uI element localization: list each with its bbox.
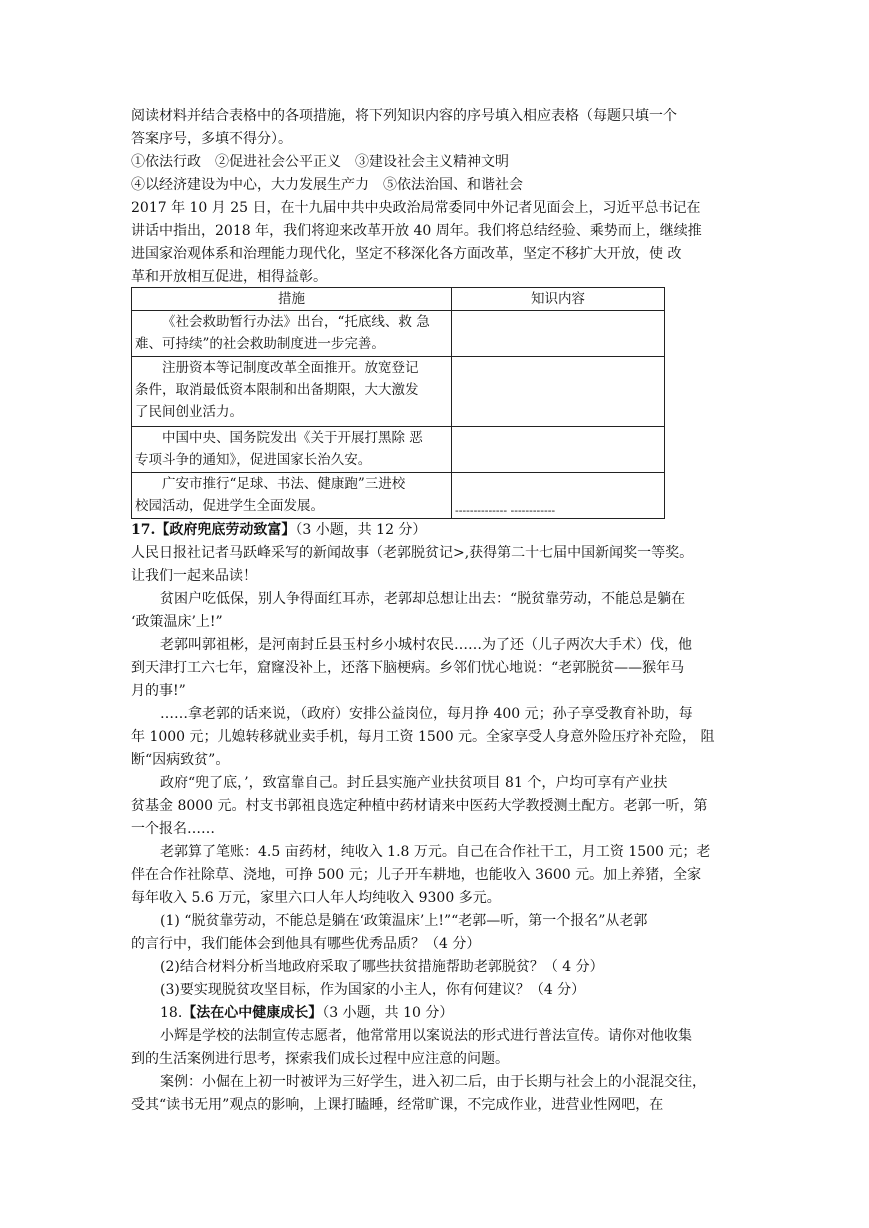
q17-text-line: 贫困户吃低保，别人争得面红耳赤，老郭却总想让出去：“脱贫靠劳动，不能总是躺在 (160, 591, 686, 607)
table-row (132, 357, 665, 426)
measure-cell: 中国中央、国务院发出《关于开展打黑除 恶 专项斗争的通知》，促进国家长治久安。 (132, 426, 452, 472)
q17-text-line: 让我们一起来品读！ (131, 568, 257, 584)
q17-text-line: 断“因病致贫”。 (131, 752, 230, 768)
q17-subquestion-3: (3)要实现脱贫攻坚目标，作为国家的小主人，你有何建议？（4 分） (160, 982, 586, 998)
q17-text-line: 每年收入 5.6 万元，家里六口人年人均纯收入 9300 多元。 (131, 890, 501, 906)
material-line: 讲话中指出，2018 年，我们将迎来改革开放 40 周年。我们将总结经验、乘势而上，继续推 (131, 223, 702, 239)
answer-cell[interactable] (452, 311, 665, 357)
knowledge-options: ④以经济建设为中心，大力发展生产力 ⑤依法治国、和谐社会 (131, 177, 523, 193)
column-header-knowledge: 知识内容 (452, 288, 665, 311)
q17-text-line: 年 1000 元；儿媳转移就业卖手机，每月工资 1500 元。全家享受人身意外险压疗补充险， 阻 (131, 729, 715, 745)
q17-text-line: 老郭算了笔账：4.5 亩药材，纯收入 1.8 万元。自己在合作社干工，月工资 1500 元；老 (160, 844, 711, 860)
table-header-row (132, 288, 665, 311)
material-line: 进国家治观体系和治理能力现代化，坚定不移深化各方面改革，坚定不移扩大开放，使 改 (131, 246, 682, 262)
column-header-measures: 措施 (132, 288, 452, 311)
answer-cell[interactable] (452, 357, 665, 426)
q17-text-line: 一个报名…… (131, 821, 215, 837)
instruction-line: 答案序号，多填不得分）。 (131, 131, 292, 147)
answer-cell[interactable]: -------------- ------------ (452, 472, 665, 518)
q17-text-line: 贫基金 8000 元。村支书郭祖良选定种植中药材请来中医药大学教授测土配方。老郭一听，第 (131, 798, 708, 814)
q17-text-line: 月的事!” (131, 683, 186, 699)
q18-text-line: 小辉是学校的法制宣传志愿者，他常常用以案说法的形式进行普法宣传。请你对他收集 (160, 1028, 692, 1044)
q17-text-line: 政府“兜了底，’，致富靠自己。封丘县实施产业扶贫项目 81 个，户均可享有产业扶 (160, 775, 668, 791)
q17-text-line: ……拿老郭的话来说，（政府）安排公益岗位，每月挣 400 元；孙子享受教育补助，每 (160, 706, 693, 722)
table-row (132, 472, 665, 518)
q17-text-line: 到天津打工六七年，窟窿没补上，还落下脑梗病。乡邻们忧心地说：“老郭脱贫——猴年马 (131, 660, 685, 676)
instruction-line: 阅读材料并结合表格中的各项措施，将下列知识内容的序号填入相应表格（每题只填一个 (131, 108, 677, 124)
q18-text-line: 到的生活案例进行思考，探索我们成长过程中应注意的问题。 (131, 1051, 509, 1067)
q17-subquestion-2: (2)结合材料分析当地政府采取了哪些扶贫措施帮助老郭脱贫？（ 4 分） (160, 959, 604, 975)
question-18-heading: 18.【法在心中健康成长】（3 小题，共 10 分） (160, 1005, 454, 1021)
measure-cell: 注册资本等记制度改革全面推开。放宽登记 条件，取消最低资本限制和出备期限，大大激发 了民间创业活力。 (132, 357, 452, 426)
knowledge-options: ①依法行政 ②促进社会公平正义 ③建设社会主义精神文明 (131, 154, 509, 170)
q18-text-line: 受其“读书无用”观点的影响，上课打瞌睡，经常旷课，不完成作业，进营业性网吧，在 (131, 1097, 664, 1113)
measures-table (131, 287, 665, 519)
q17-subquestion-1: (1) “脱贫靠劳动，不能总是躺在‘政策温床’上!”“老郭—听，第一个报名”从老郭 (160, 913, 648, 929)
table-row (132, 426, 665, 472)
answer-cell[interactable] (452, 426, 665, 472)
q17-text-line: ‘政策温床’上!” (131, 614, 223, 630)
q17-subquestion-1: 的言行中，我们能体会到他具有哪些优秀品质？（4 分） (131, 936, 481, 952)
q17-text-line: 伴在合作社除草、浇地，可挣 500 元；儿子开车耕地，也能收入 3600 元。加上养猪，全家 (131, 867, 702, 883)
measure-cell: 广安市推行“足球、书法、健康跑”三进校 校园活动，促进学生全面发展。 (132, 472, 452, 518)
q17-text-line: 老郭叫郭祖彬，是河南封丘县玉村乡小城村农民……为了还（儿子两次大手术）伐，他 (160, 637, 692, 653)
material-line: 革和开放相互促进，相得益彰。 (131, 269, 327, 285)
question-17-heading: 17.【政府兜底劳动致富】（3 小题，共 12 分） (131, 522, 427, 538)
measure-cell: 《社会救助暂行办法》出台，“托底线、救 急 难、可持续”的社会救助制度进一步完善。 (132, 311, 452, 357)
q18-text-line: 案例：小倔在上初一时被评为三好学生，进入初二后，由于长期与社会上的小混混交往， (160, 1074, 706, 1090)
material-line: 2017 年 10 月 25 日，在十九届中共中央政治局常委同中外记者见面会上，习近平总书记在 (131, 200, 701, 216)
q17-text-line: 人民日报社记者马跃峰采写的新闻故事（老郭脱贫记>,获得第二十七届中国新闻奖一等奖。 (131, 545, 694, 561)
table-row (132, 311, 665, 357)
